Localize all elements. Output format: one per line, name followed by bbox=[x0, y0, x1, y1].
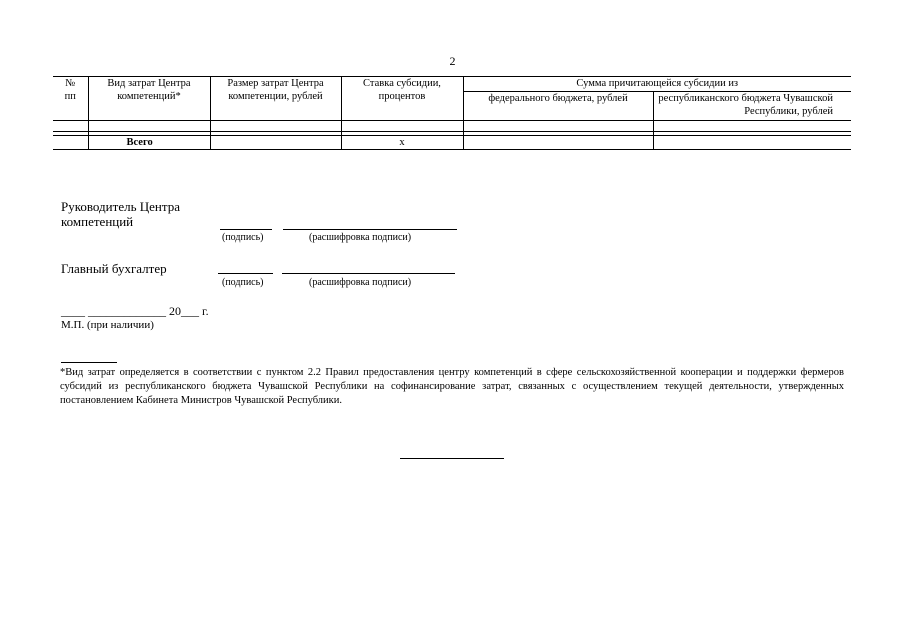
date-year: 20___ г. bbox=[169, 304, 209, 318]
header-cost-size: Размер затрат Центра компетенции, рублей bbox=[210, 77, 341, 121]
accountant-decode-line[interactable] bbox=[282, 273, 455, 274]
footnote-separator bbox=[61, 362, 117, 363]
head-label: Руководитель Центра компетенций bbox=[61, 199, 180, 229]
header-number: № пп bbox=[53, 77, 88, 121]
stamp-label: М.П. (при наличии) bbox=[61, 319, 154, 331]
header-republic: республиканского бюджета Чувашской Республики, рублей bbox=[653, 92, 851, 121]
accountant-label: Главный бухгалтер bbox=[61, 261, 167, 276]
head-sign-line[interactable] bbox=[220, 229, 272, 230]
header-rate: Ставка субсидии, процентов bbox=[341, 77, 463, 121]
header-cost-type: Вид затрат Центра компетенций* bbox=[88, 77, 210, 121]
end-line bbox=[400, 458, 504, 459]
head-sign-caption: (подпись) bbox=[222, 232, 264, 243]
page-number: 2 bbox=[449, 54, 456, 68]
accountant-sign-caption: (подпись) bbox=[222, 277, 264, 288]
head-decode-line[interactable] bbox=[283, 229, 457, 230]
table-row bbox=[53, 121, 851, 132]
footnote-text: *Вид затрат определяется в соответствии с пунктом 2.2 Правил предоставления центру компетенций в сфере сельскохозяйственной кооперации и поддержки фермеров субсидий из республиканского бюджета Чувашской Республики на софинансирование затрат, связанных с осуществлением текущей деятельности, утвержденных постановлением Кабинета Министров Чувашской Республики. bbox=[60, 367, 844, 406]
head-decode-caption: (расшифровка подписи) bbox=[309, 232, 412, 243]
table-total-row bbox=[53, 136, 851, 150]
table-header-row bbox=[53, 77, 851, 92]
date-blanks[interactable]: ____ _____________ bbox=[61, 304, 166, 318]
total-rate: х bbox=[341, 136, 463, 150]
total-label: Всего bbox=[88, 136, 210, 150]
accountant-decode-caption: (расшифровка подписи) bbox=[309, 277, 412, 288]
header-sum-group: Сумма причитающейся субсидии из bbox=[463, 77, 851, 92]
accountant-sign-line[interactable] bbox=[218, 273, 273, 274]
date-line bbox=[61, 304, 209, 319]
subsidy-table bbox=[53, 76, 851, 150]
header-federal: федерального бюджета, рублей bbox=[463, 92, 653, 121]
